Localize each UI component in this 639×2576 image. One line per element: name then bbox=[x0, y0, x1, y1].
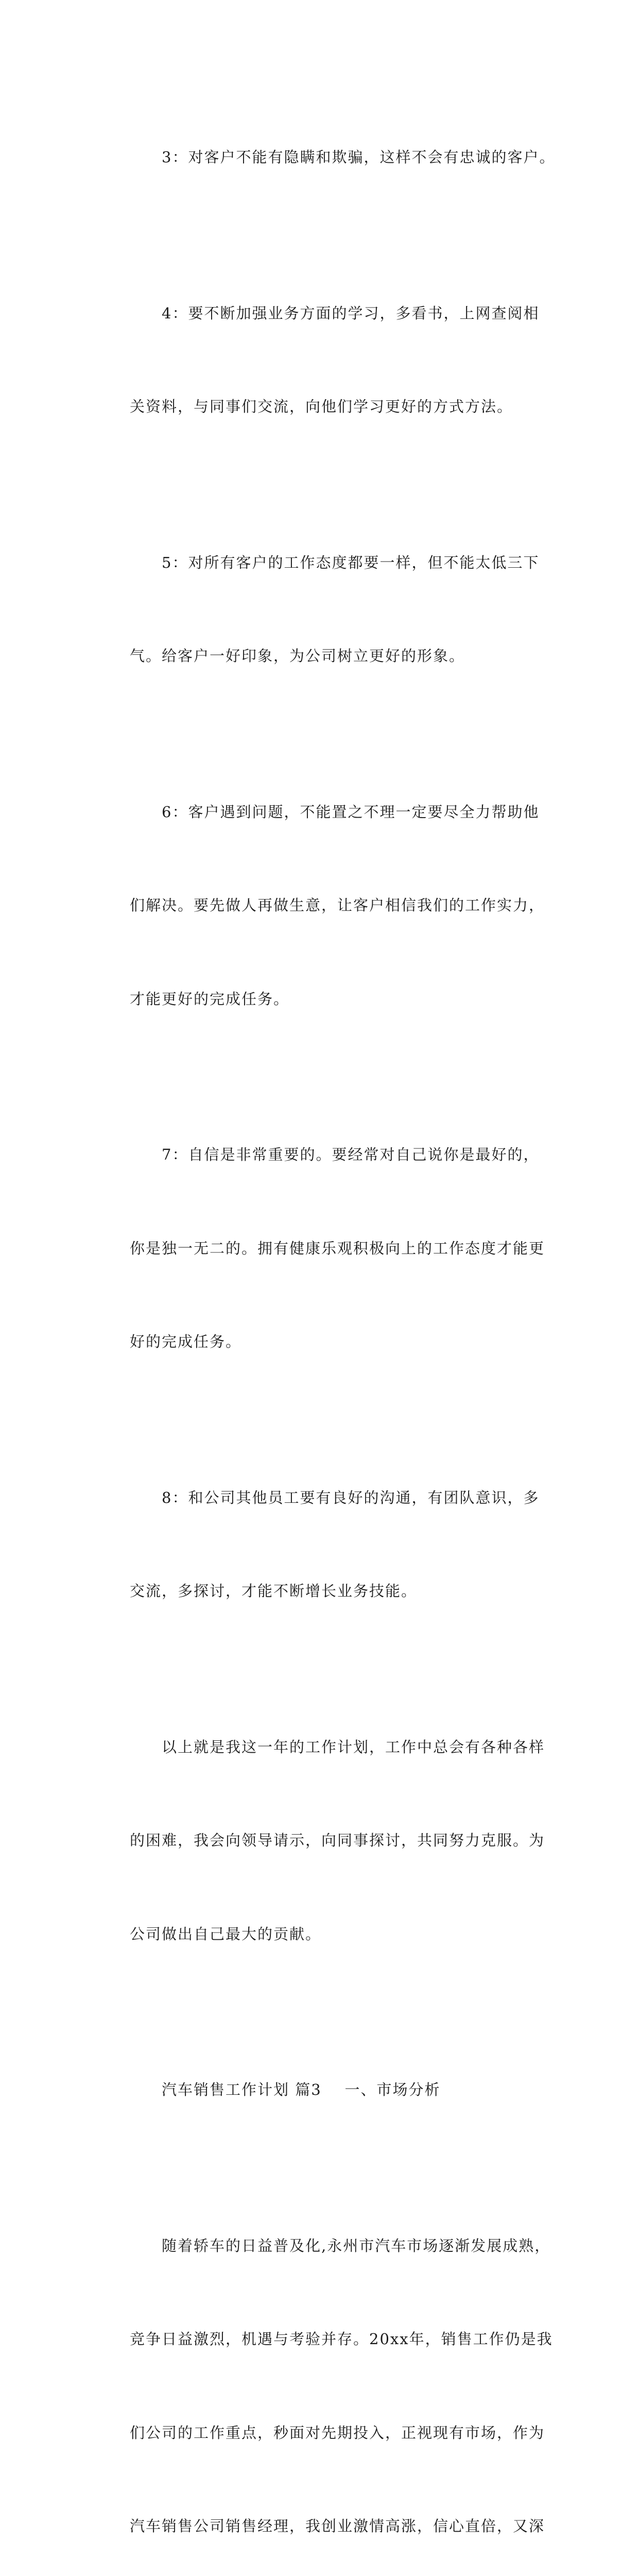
text-line: 关资料，与同事们交流，向他们学习更好的方式方法。 bbox=[98, 391, 551, 422]
paragraph-item-6 bbox=[98, 734, 551, 1077]
text-line: 的困难，我会向领导请示，向同事探讨，共同努力克服。为 bbox=[98, 1825, 551, 1856]
paragraph-item-7 bbox=[98, 1077, 551, 1420]
text-line: 6：客户遇到问题，不能置之不理一定要尽全力帮助他 bbox=[98, 796, 551, 828]
paragraph-market-analysis bbox=[98, 2168, 551, 2576]
text-line: 3：对客户不能有隐瞒和欺骗，这样不会有忠诚的客户。 bbox=[98, 142, 551, 173]
paragraph-conclusion bbox=[98, 1669, 551, 2012]
text-line: 竞争日益激烈，机遇与考验并存。20xx年，销售工作仍是我 bbox=[98, 2324, 551, 2355]
text-line: 4：要不断加强业务方面的学习，多看书，上网查阅相 bbox=[98, 298, 551, 329]
text-line: 随着轿车的日益普及化,永州市汽车市场逐渐发展成熟， bbox=[98, 2230, 551, 2262]
document-page bbox=[0, 0, 639, 904]
text-line: 8：和公司其他员工要有良好的沟通，有团队意识，多 bbox=[98, 1482, 551, 1514]
section-heading bbox=[98, 2012, 551, 2168]
text-line: 以上就是我这一年的工作计划，工作中总会有各种各样 bbox=[98, 1732, 551, 1763]
heading-line: 汽车销售工作计划 篇3 一、市场分析 bbox=[98, 2074, 551, 2106]
paragraph-item-3 bbox=[98, 79, 551, 235]
text-line: 公司做出自己最大的贡献。 bbox=[98, 1919, 551, 1950]
text-line: 5：对所有客户的工作态度都要一样，但不能太低三下 bbox=[98, 547, 551, 579]
text-line: 汽车销售公司销售经理，我创业激情高涨，信心直倍，又深 bbox=[98, 2511, 551, 2542]
text-line: 才能更好的完成任务。 bbox=[98, 984, 551, 1015]
text-line: 好的完成任务。 bbox=[98, 1326, 551, 1358]
paragraph-item-4 bbox=[98, 235, 551, 485]
text-line: 你是独一无二的。拥有健康乐观积极向上的工作态度才能更 bbox=[98, 1233, 551, 1264]
text-line: 7：自信是非常重要的。要经常对自己说你是最好的， bbox=[98, 1139, 551, 1171]
text-line: 交流，多探讨，才能不断增长业务技能。 bbox=[98, 1575, 551, 1607]
paragraph-item-5 bbox=[98, 485, 551, 734]
text-line: 气。给客户一好印象，为公司树立更好的形象。 bbox=[98, 640, 551, 672]
text-line: 们公司的工作重点，秒面对先期投入，正视现有市场，作为 bbox=[98, 2417, 551, 2449]
paragraph-item-8 bbox=[98, 1420, 551, 1669]
document-body bbox=[98, 79, 551, 2576]
text-line: 们解决。要先做人再做生意，让客户相信我们的工作实力， bbox=[98, 890, 551, 921]
